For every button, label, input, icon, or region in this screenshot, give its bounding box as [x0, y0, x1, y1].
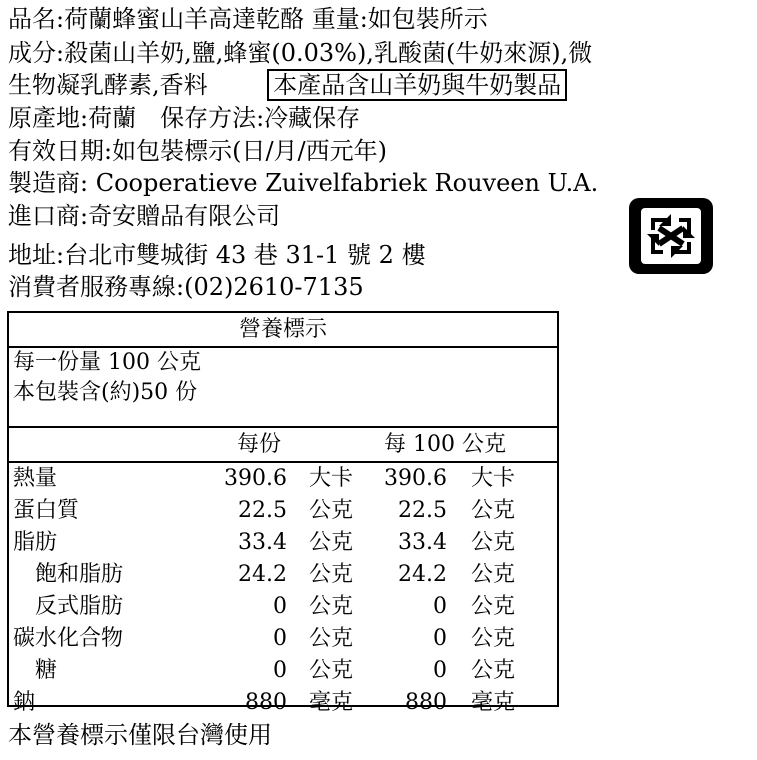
- nutrient-name: 反式脂肪: [13, 594, 124, 619]
- nutrient-name: 蛋白質: [13, 498, 80, 523]
- product-name: 品名:荷蘭蜂蜜山羊高達乾酪 重量:如包裝所示: [8, 5, 488, 33]
- hotline: 消費者服務專線:(02)2610-7135: [8, 273, 364, 301]
- nutrient-name: 糖: [13, 658, 58, 683]
- per-100g-value: 0: [433, 626, 447, 651]
- nutrient-name: 鈉: [13, 690, 36, 715]
- per-100g-value: 0: [433, 594, 447, 619]
- allergen-box: 本產品含山羊奶與牛奶製品: [267, 69, 567, 101]
- serving-info: [9, 348, 557, 428]
- per-100g-value: 390.6: [384, 466, 447, 491]
- nutrition-row: [9, 687, 557, 719]
- nutrition-row: [9, 591, 557, 623]
- per-serving-unit: 公克: [309, 498, 354, 523]
- per-100g-value: 24.2: [398, 562, 447, 587]
- serving-size: 每一份量 100 公克: [13, 350, 201, 375]
- per-serving-value: 0: [273, 626, 287, 651]
- per-serving-value: 390.6: [224, 466, 287, 491]
- ingredients-line-2-text: 生物凝乳酵素,香料: [8, 71, 208, 99]
- per-100g-unit: 公克: [471, 626, 516, 651]
- per-100g-unit: 公克: [471, 530, 516, 555]
- per-serving-value: 0: [273, 594, 287, 619]
- per-100g-unit: 公克: [471, 562, 516, 587]
- per-100g-header: 每 100 公克: [384, 432, 506, 457]
- nutrition-row: [9, 527, 557, 559]
- expiry-date: 有效日期:如包裝標示(日/月/西元年): [8, 137, 387, 165]
- per-100g-value: 0: [433, 658, 447, 683]
- servings-per-package: 本包裝含(約)50 份: [13, 380, 198, 405]
- per-serving-unit: 公克: [309, 626, 354, 651]
- nutrient-name: 脂肪: [13, 530, 58, 555]
- nutrition-row: [9, 655, 557, 687]
- nutrition-row: [9, 559, 557, 591]
- per-serving-unit: 公克: [309, 594, 354, 619]
- per-100g-unit: 公克: [471, 658, 516, 683]
- per-serving-value: 880: [245, 690, 287, 715]
- nutrition-footer: 本營養標示僅限台灣使用: [8, 721, 272, 749]
- address: 地址:台北市雙城街 43 巷 31-1 號 2 樓: [8, 241, 426, 269]
- nutrition-row: [9, 463, 557, 495]
- nutrition-row: [9, 495, 557, 527]
- per-serving-value: 0: [273, 658, 287, 683]
- per-100g-value: 22.5: [398, 498, 447, 523]
- manufacturer: 製造商: Cooperatieve Zuivelfabriek Rouveen U.A.: [8, 169, 599, 197]
- per-100g-value: 880: [405, 690, 447, 715]
- ingredients-line-1: 成分:殺菌山羊奶,鹽,蜂蜜(0.03%),乳酸菌(牛奶來源),微: [8, 39, 593, 67]
- per-serving-unit: 公克: [309, 658, 354, 683]
- importer: 進口商:奇安贈品有限公司: [8, 202, 281, 230]
- per-100g-unit: 公克: [471, 498, 516, 523]
- nutrition-table: [7, 311, 559, 715]
- per-serving-value: 33.4: [238, 530, 287, 555]
- per-serving-value: 22.5: [238, 498, 287, 523]
- per-serving-unit: 公克: [309, 530, 354, 555]
- nutrition-title: 營養標示: [9, 313, 557, 348]
- recycle-icon: [627, 196, 715, 276]
- nutrition-row: [9, 623, 557, 655]
- origin-storage: 原產地:荷蘭 保存方法:冷藏保存: [8, 104, 361, 132]
- nutrient-name: 碳水化合物: [13, 626, 124, 651]
- nutrient-name: 熱量: [13, 466, 58, 491]
- per-100g-unit: 公克: [471, 594, 516, 619]
- ingredients-line-2: [8, 70, 567, 100]
- per-100g-value: 33.4: [398, 530, 447, 555]
- per-100g-unit: 大卡: [471, 466, 516, 491]
- per-serving-value: 24.2: [238, 562, 287, 587]
- nutrient-name: 飽和脂肪: [13, 562, 124, 587]
- per-serving-unit: 毫克: [309, 690, 354, 715]
- per-serving-unit: 大卡: [309, 466, 354, 491]
- per-serving-header: 每份: [237, 432, 282, 457]
- per-100g-unit: 毫克: [471, 690, 516, 715]
- per-serving-unit: 公克: [309, 562, 354, 587]
- column-headers: [9, 428, 557, 463]
